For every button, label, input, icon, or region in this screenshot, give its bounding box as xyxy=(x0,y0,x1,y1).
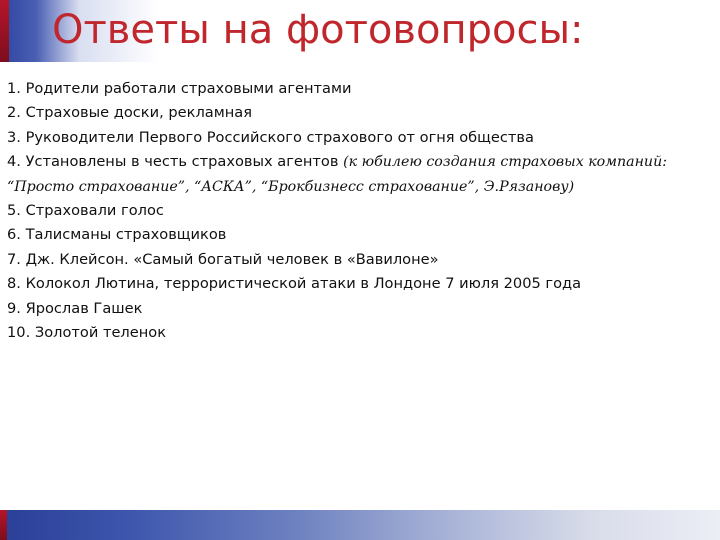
answer-item-4-text: 4. Установлены в честь страховых агентов xyxy=(7,153,344,171)
answer-item-9: 9. Ярослав Гашек xyxy=(7,299,143,317)
page-title: Ответы на фотовопросы: xyxy=(52,7,584,53)
footer-band xyxy=(0,510,720,540)
answer-item-5: 5. Страховали голос xyxy=(7,202,164,220)
header-red-accent xyxy=(0,0,9,62)
answer-item-10: 10. Золотой теленок xyxy=(7,324,167,342)
answer-item-6: 6. Талисманы страховщиков xyxy=(7,226,227,244)
answer-item-4-note: (к юбилею создания страховых компаний: “Просто страхование”, “АСКА”, “Брокбизнесс страхование”, Э.Рязанову) xyxy=(7,154,667,195)
answer-item-8: 8. Колокол Лютина, террористической атаки в Лондоне 7 июля 2005 года xyxy=(7,275,582,293)
answer-item-3: 3. Руководители Первого Российского страхового от огня общества xyxy=(7,128,534,146)
footer-red-accent xyxy=(0,510,7,540)
answer-item-2: 2. Страховые доски, рекламная xyxy=(7,104,252,122)
answer-item-7: 7. Дж. Клейсон. «Самый богатый человек в «Вавилоне» xyxy=(7,250,439,268)
answer-list xyxy=(7,77,697,345)
answer-item-1: 1. Родители работали страховыми агентами xyxy=(7,80,352,97)
answer-item-4 xyxy=(7,150,697,199)
